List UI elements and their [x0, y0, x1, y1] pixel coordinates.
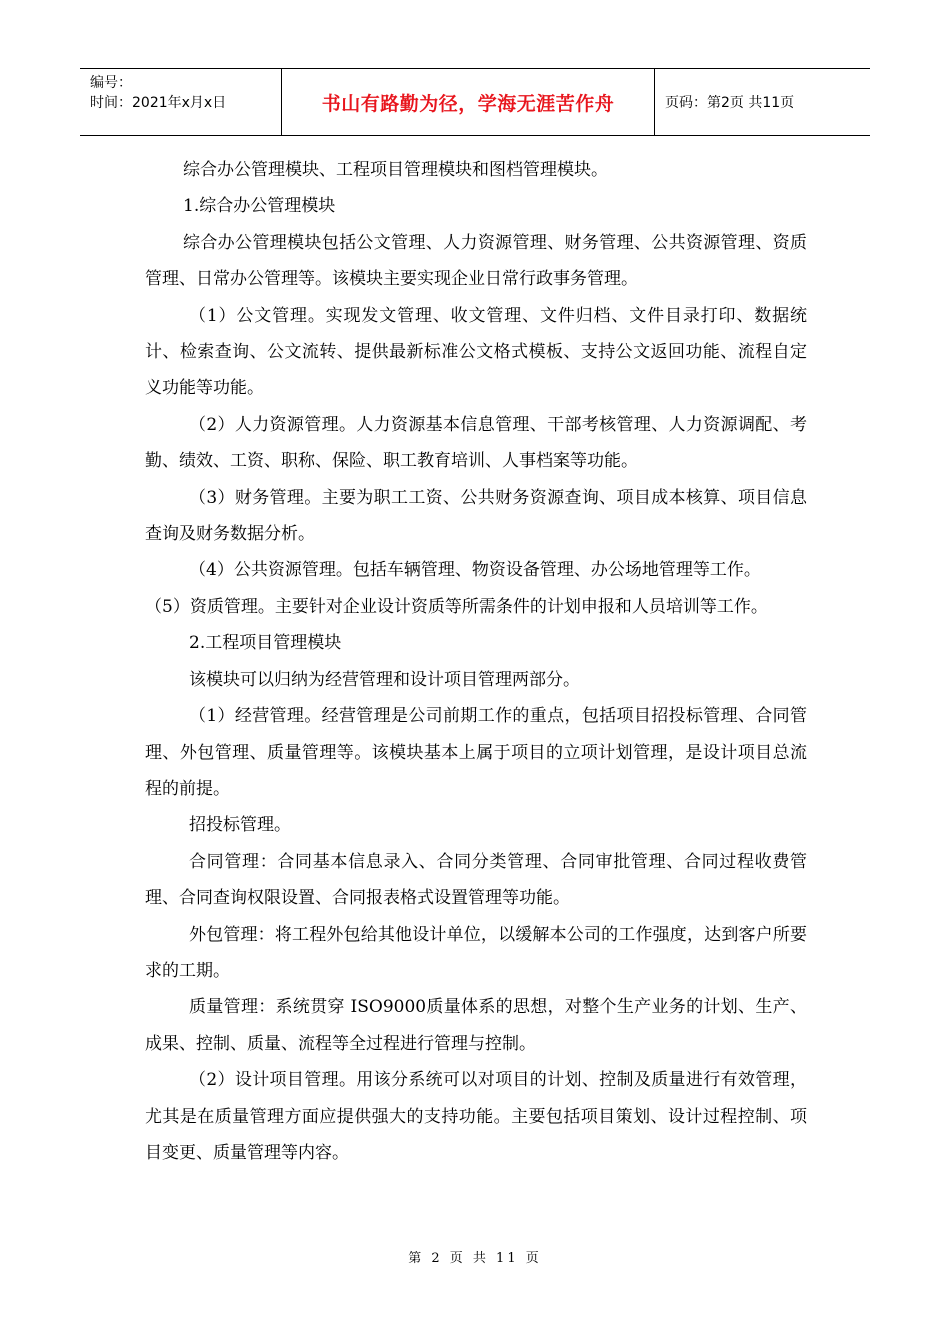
body-paragraph: （5）资质管理。主要针对企业设计资质等所需条件的计划申报和人员培训等工作。: [145, 596, 768, 617]
body-paragraph: （2）人力资源管理。人力资源基本信息管理、干部考核管理、人力资源调配、考勤、绩效、工资、职称、保险、职工教育培训、人事档案等功能。: [145, 414, 807, 472]
body-paragraph: （1）公文管理。实现发文管理、收文管理、文件归档、文件目录打印、数据统计、检索查询、公文流转、提供最新标准公文格式模板、支持公文返回功能、流程自定义功能等功能。: [145, 305, 807, 399]
body-paragraph: 合同管理：合同基本信息录入、合同分类管理、合同审批管理、合同过程收费管理、合同查询权限设置、合同报表格式设置管理等功能。: [145, 851, 807, 909]
body-paragraph: 外包管理：将工程外包给其他设计单位，以缓解本公司的工作强度，达到客户所要求的工期。: [145, 924, 807, 981]
body-paragraph: （2）设计项目管理。用该分系统可以对项目的计划、控制及质量进行有效管理，尤其是在质量管理方面应提供强大的支持功能。主要包括项目策划、设计过程控制、项目变更、质量管理等内容。: [145, 1070, 807, 1163]
body-paragraph: 综合办公管理模块包括公文管理、人力资源管理、财务管理、公共资源管理、资质管理、日常办公管理等。该模块主要实现企业日常行政事务管理。: [145, 232, 807, 290]
body-paragraph: 质量管理：系统贯穿 ISO9000质量体系的思想，对整个生产业务的计划、生产、成果、控制、质量、流程等全过程进行管理与控制。: [145, 997, 807, 1054]
document-date-label: 时间：2021年x月x日: [90, 95, 227, 111]
body-paragraph: （4）公共资源管理。包括车辆管理、物资设备管理、办公场地管理等工作。: [189, 560, 761, 581]
body-paragraph: 综合办公管理模块、工程项目管理模块和图档管理模块。: [183, 160, 608, 180]
page-footer: 第 2 页 共 11 页: [408, 1251, 542, 1266]
page-header: [80, 68, 870, 136]
body-paragraph: 招投标管理。: [189, 815, 291, 836]
section-heading-project: 2.工程项目管理模块: [189, 633, 342, 654]
body-paragraph: （3）财务管理。主要为职工工资、公共财务资源查询、项目成本核算、项目信息查询及财务数据分析。: [145, 487, 807, 545]
document-number-label: 编号：: [90, 75, 132, 91]
header-page-info: 页码：第2页 共11页: [665, 95, 795, 111]
header-meta-cell: [80, 69, 282, 135]
body-paragraph: （1）经营管理。经营管理是公司前期工作的重点，包括项目招投标管理、合同管理、外包管理、质量管理等。该模块基本上属于项目的立项计划管理，是设计项目总流程的前提。: [145, 706, 807, 799]
header-page-cell: [655, 69, 870, 135]
section-heading-office: 1.综合办公管理模块: [183, 196, 336, 217]
header-motto: 书山有路勤为径，学海无涯苦作舟: [321, 92, 615, 115]
body-paragraph: 该模块可以归纳为经营管理和设计项目管理两部分。: [189, 669, 580, 690]
header-motto-cell: [282, 69, 655, 135]
document-body: [145, 152, 807, 1171]
